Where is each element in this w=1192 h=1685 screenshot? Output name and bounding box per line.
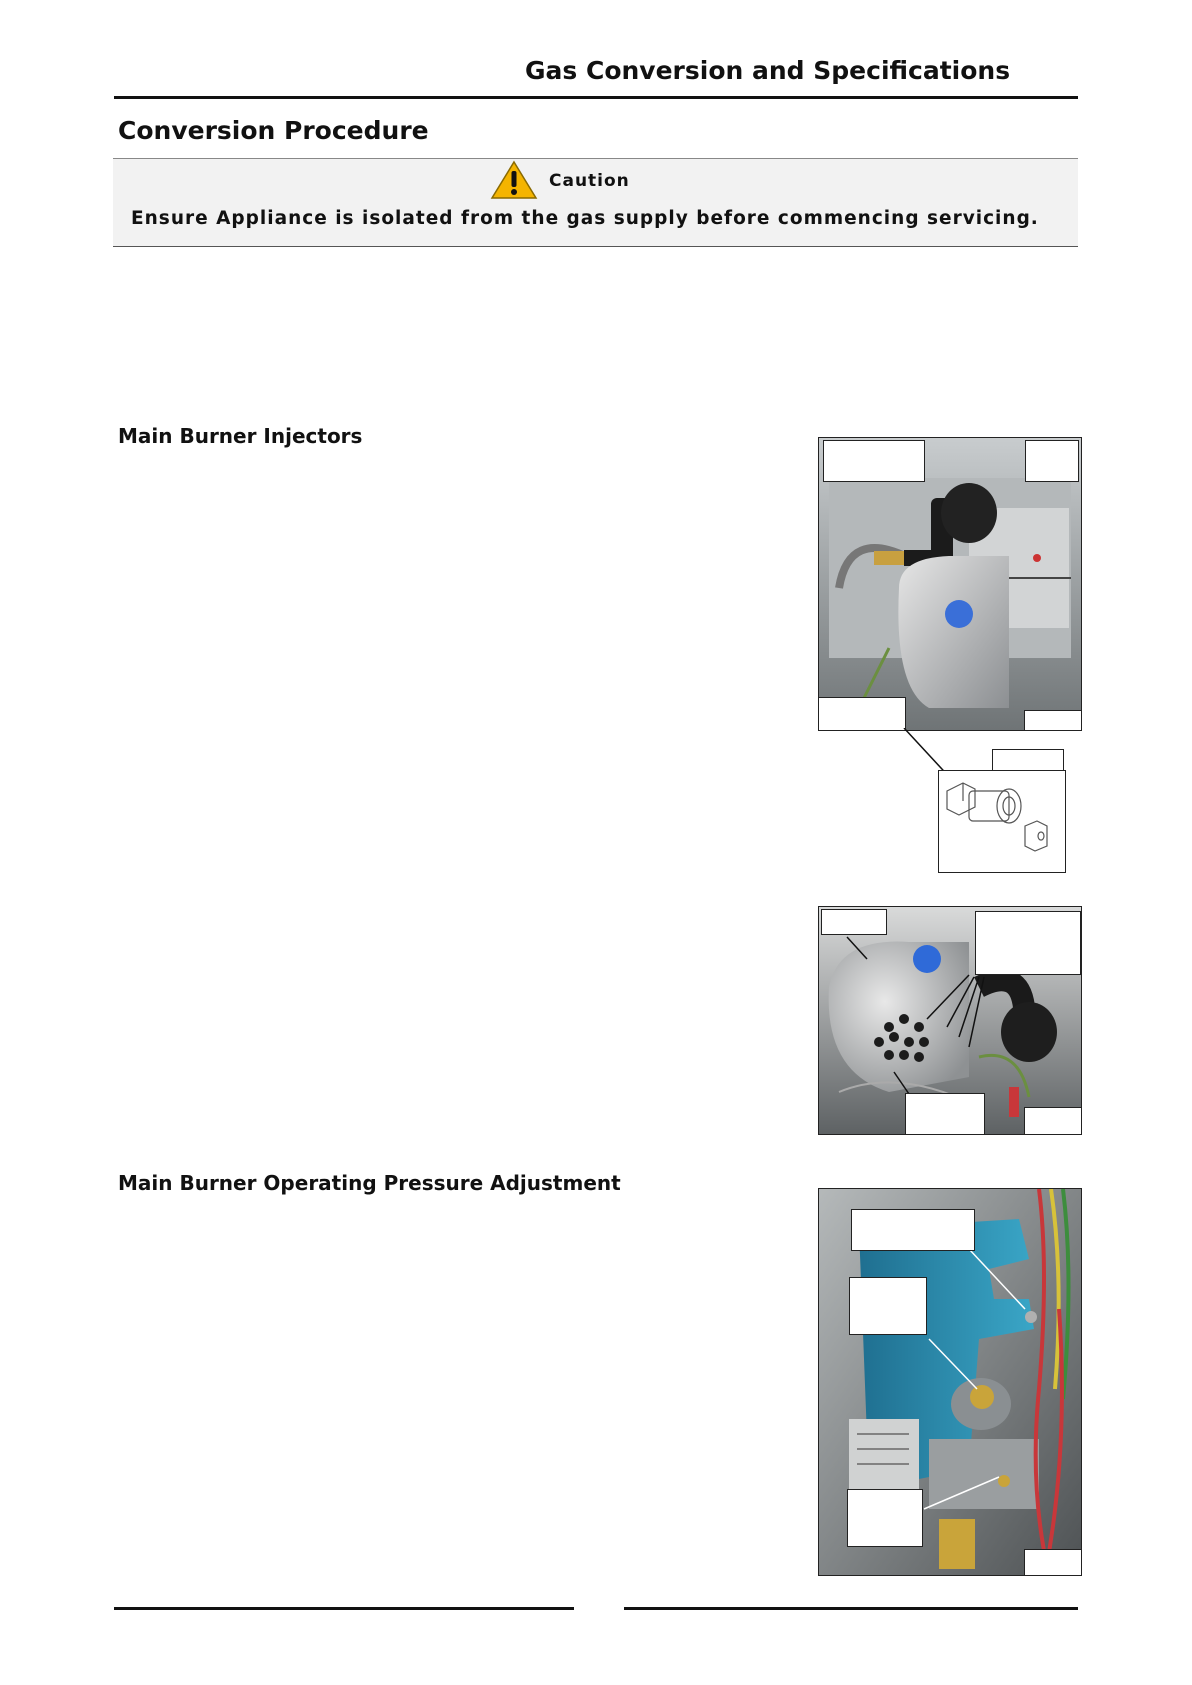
subheading-main-burner-injectors: Main Burner Injectors: [118, 424, 363, 448]
section-title: Conversion Procedure: [118, 116, 429, 145]
callout-box: [821, 909, 887, 935]
warning-icon: [490, 160, 538, 200]
diagram-label-box: [992, 749, 1064, 771]
injector-photo: [818, 437, 1082, 731]
page-header-title: Gas Conversion and Specifications: [525, 56, 1011, 85]
header-rule: [114, 96, 1078, 99]
footer-rule-left: [114, 1607, 574, 1610]
injector-diagram: [938, 770, 1066, 873]
callout-box: [1025, 440, 1079, 482]
callout-box: [818, 697, 906, 731]
callout-box: [847, 1489, 923, 1547]
gas-valve-photo: [818, 1188, 1082, 1576]
callout-box: [975, 911, 1081, 975]
caution-text: Ensure Appliance is isolated from the gas supply before commencing servicing.: [131, 208, 1039, 229]
callout-box: [849, 1277, 927, 1335]
blower-photo: [818, 906, 1082, 1135]
caution-label: Caution: [549, 171, 630, 191]
callout-box: [905, 1093, 985, 1135]
subheading-operating-pressure-adjustment: Main Burner Operating Pressure Adjustment: [118, 1171, 621, 1195]
footer-rule-right: [624, 1607, 1078, 1610]
callout-box: [851, 1209, 975, 1251]
figure-number-box: [1024, 1107, 1082, 1135]
injector-diagram-drawing: [939, 771, 1065, 872]
callout-box: [823, 440, 925, 482]
figure-number-box: [1024, 1549, 1082, 1576]
